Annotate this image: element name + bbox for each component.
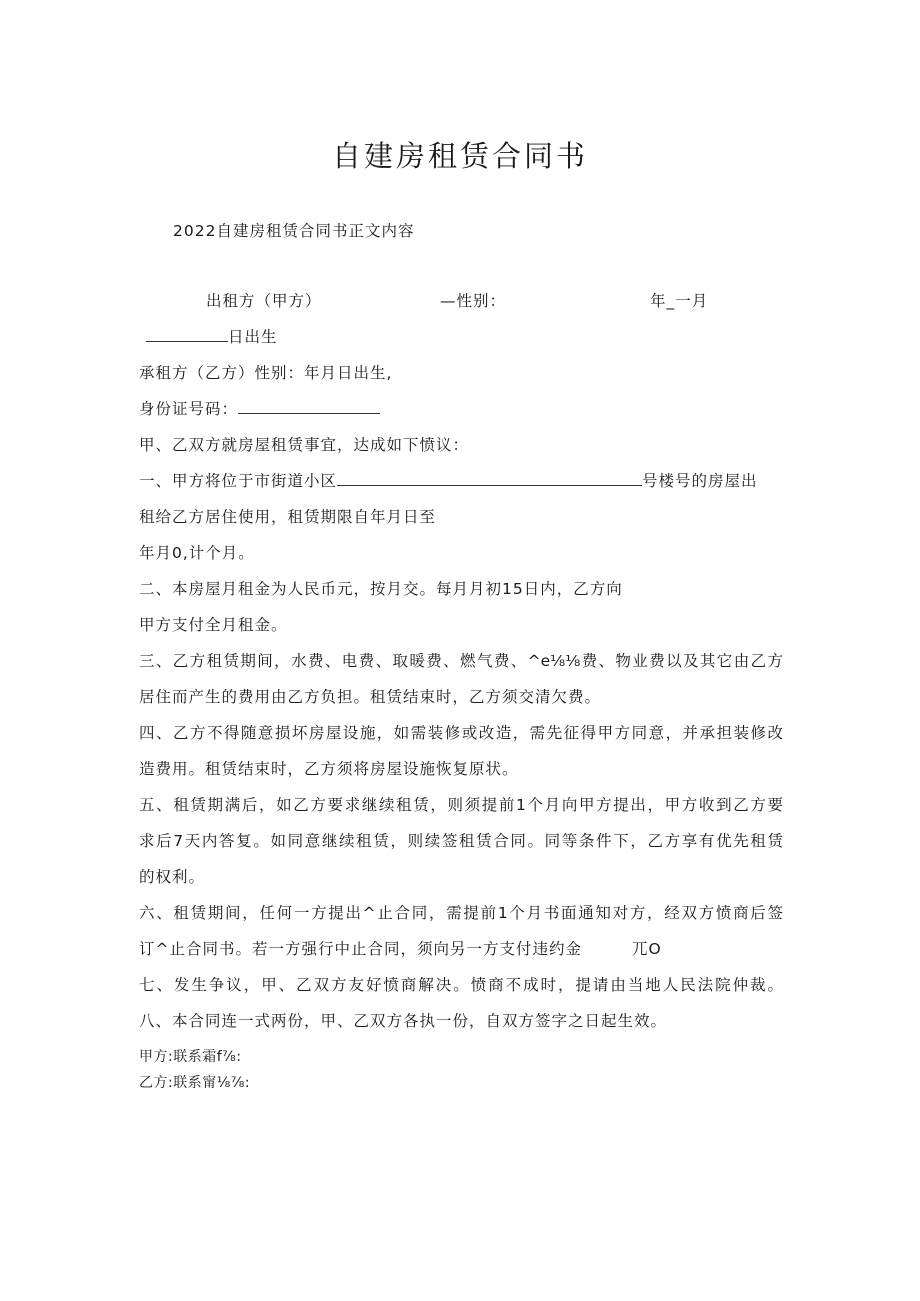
clause7-line: 七、发生争议，甲、乙双方友好愤商解决。愤商不成时，提请由当地人民法院仲裁。 xyxy=(139,976,783,994)
clause3-line2: 居住而产生的费用由乙方负担。租赁结束时，乙方须交清欠费。 xyxy=(139,688,602,706)
clause6-part-c: 兀O xyxy=(632,940,662,958)
clause6-line1: 六、租赁期间，任何一方提出^止合同，需提前1个月书面通知对方，经双方愤商后签 xyxy=(139,904,783,922)
party-a-birth-line xyxy=(146,327,278,347)
id-number-line xyxy=(139,399,380,419)
clause2-line1: 二、本房屋月租金为人民币元，按月交。每月月初15日内，乙方向 xyxy=(139,580,623,598)
clause5-line3: 的权利。 xyxy=(139,868,206,886)
clause6-line2 xyxy=(139,939,662,959)
clause4-line2: 造费用。租赁结束时，乙方须将房屋设施恢复原状。 xyxy=(139,760,519,778)
clause8-line: 八、本合同连一式两份，甲、乙双方各执一份，自双方签字之日起生效。 xyxy=(139,1012,668,1030)
intro-line: 甲、乙双方就房屋租赁事宜，达成如下愤议： xyxy=(139,436,470,454)
party-b-signature-line: 乙方:联系甯⅛⅞: xyxy=(139,1075,251,1091)
address-blank xyxy=(337,471,642,486)
party-a-label: 出租方（甲方） xyxy=(206,292,322,310)
blank-underline xyxy=(146,327,228,342)
clause1-part-a: 一、甲方将位于市街道小区 xyxy=(139,472,338,490)
document-subtitle: 2022自建房租赁合同书正文内容 xyxy=(173,222,415,240)
id-label: 身份证号码： xyxy=(139,400,239,418)
clause5-line2: 求后7天内答复。如同意继续租赁，则续签租赁合同。同等条件下，乙方享有优先租赁 xyxy=(139,832,783,850)
clause6-part-b: 订^止合同书。若一方强行中止合同，须向另一方支付违约金 xyxy=(139,940,582,958)
party-a-signature-line: 甲方:联系霜f⅞: xyxy=(139,1049,242,1065)
party-a-gender: —性别： xyxy=(440,292,507,310)
clause1-line1 xyxy=(139,471,758,491)
party-b-line: 承租方（乙方）性别：年月日出生, xyxy=(139,364,393,382)
document-title: 自建房租赁合同书 xyxy=(331,139,588,173)
clause1-line2: 租给乙方居住使用，租赁期限自年月日至 xyxy=(139,508,437,526)
clause5-line1: 五、租赁期满后，如乙方要求继续租赁，则须提前1个月向甲方提出，甲方收到乙方要 xyxy=(139,796,783,814)
clause1-line3: 年月0,计个月。 xyxy=(139,544,255,562)
clause2-line2: 甲方支付全月租金。 xyxy=(139,616,288,634)
clause3-line1: 三、乙方租赁期间，水费、电费、取暖费、燃气费、^e⅛⅛费、物业费以及其它由乙方 xyxy=(139,652,783,670)
id-number-blank xyxy=(238,399,380,414)
clause1-part-b: 号楼号的房屋出 xyxy=(642,472,758,490)
party-a-birth: 日出生 xyxy=(228,328,278,346)
clause4-line1: 四、乙方不得随意损坏房屋设施，如需装修或改造，需先征得甲方同意，并承担装修改 xyxy=(139,724,783,742)
party-a-date: 年_一月 xyxy=(650,292,709,310)
